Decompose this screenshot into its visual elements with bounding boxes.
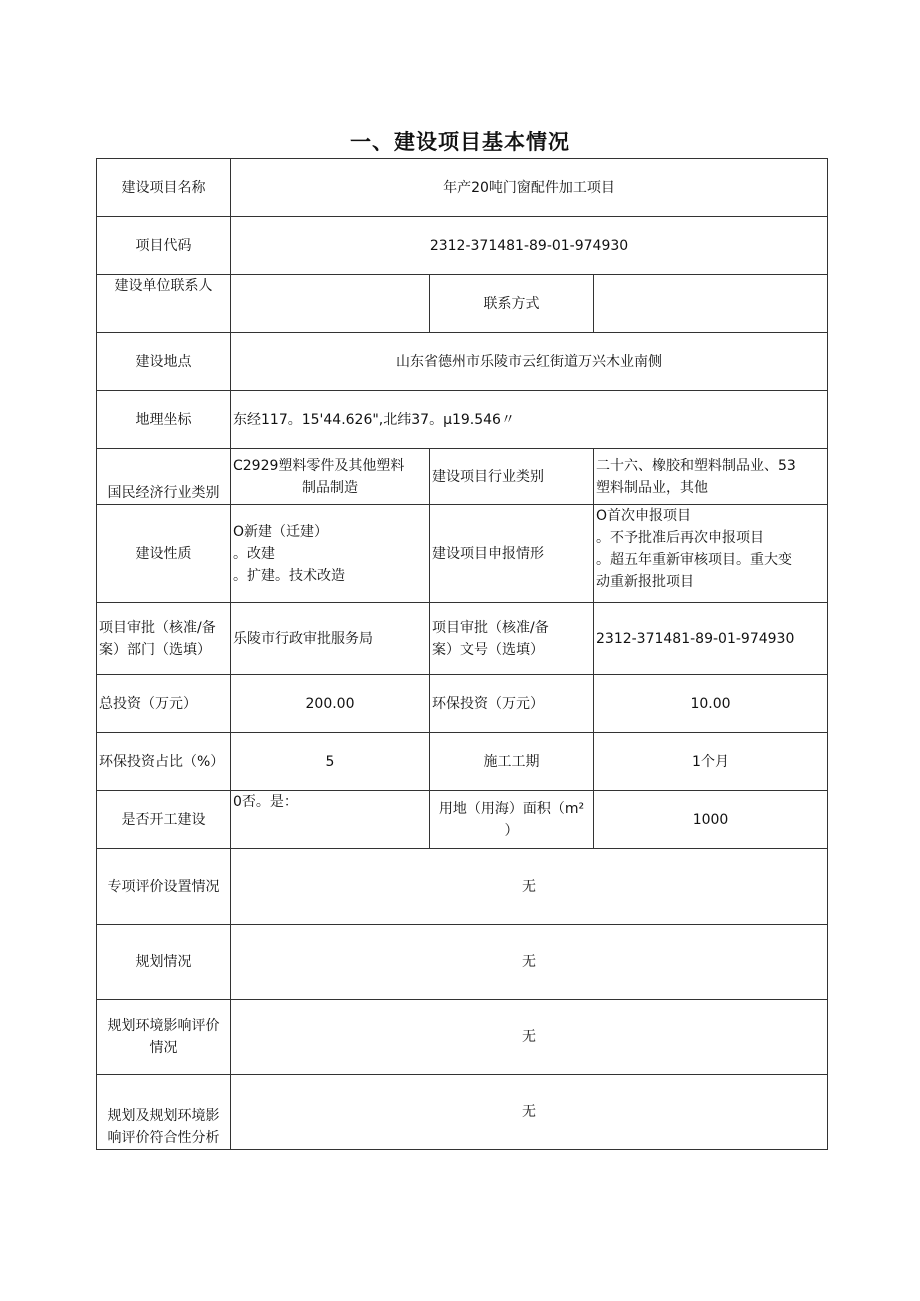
row-special-eval [97,849,828,925]
row-industry [97,449,828,505]
land-area-label-line1: 用地（用海）面积（m² [438,800,585,817]
planning-conformity-label-line2: 响评价符合性分析 [107,1130,220,1146]
planning-env-label-line1: 规划环境影响评价 [107,1018,220,1034]
planning-env-label-line2: 情况 [149,1040,178,1056]
row-investment [97,675,828,733]
env-ratio-label: 环保投资占比（%） [97,733,231,791]
coordinates-label: 地理坐标 [97,391,231,449]
env-ratio-value: 5 [231,733,430,791]
approval-doc-value: 2312-371481-89-01-974930 [594,603,828,675]
nature-label: 建设性质 [97,505,231,603]
project-info-table [96,158,828,1150]
apply-situation-label: 建设项目申报情形 [430,505,594,603]
row-contact [97,275,828,333]
row-approval [97,603,828,675]
planning-label: 规划情况 [97,925,231,1000]
nature-options [231,505,430,603]
apply-option-major-change: 动重新报批项目 [596,574,694,590]
approval-doc-label-line1: 项目审批（核准/备 [432,619,549,636]
planning-conformity-value: 无 [231,1075,828,1150]
special-eval-label: 专项评价设置情况 [97,849,231,925]
industry-label: 国民经济行业类别 [97,449,231,505]
land-area-label-line2: ） [504,822,519,839]
nature-option-rebuild: 。改建 [233,545,275,562]
started-value: 0否。是： [231,791,430,849]
planning-value: 无 [231,925,828,1000]
coordinates-value: 东经117。15'44.626",北纬37。μ19.546〃 [231,391,828,449]
row-planning-env [97,1000,828,1075]
total-investment-label: 总投资（万元） [97,675,231,733]
approval-dept-label [97,603,231,675]
industry-value-line2: 制品制造 [302,479,358,496]
row-started [97,791,828,849]
industry-value-line1: C2929塑料零件及其他塑料 [233,457,405,474]
row-planning [97,925,828,1000]
industry-category-value [594,449,828,505]
project-code-value: 2312-371481-89-01-974930 [231,217,828,275]
project-name-label: 建设项目名称 [97,159,231,217]
industry-category-line1: 二十六、橡胶和塑料制品业、53 [596,457,796,474]
construction-period-label: 施工工期 [430,733,594,791]
row-planning-conformity [97,1075,828,1150]
contact-label: 建设单位联系人 [97,275,231,333]
contact-value [231,275,430,333]
planning-env-value: 无 [231,1000,828,1075]
approval-doc-label [430,603,594,675]
project-name-value: 年产20吨门窗配件加工项目 [231,159,828,217]
industry-category-label: 建设项目行业类别 [430,449,594,505]
total-investment-value: 200.00 [231,675,430,733]
contact-method-value [594,275,828,333]
planning-conformity-label-line1: 规划及规划环境影 [107,1108,220,1124]
special-eval-value: 无 [231,849,828,925]
row-project-name [97,159,828,217]
env-investment-label: 环保投资（万元） [430,675,594,733]
approval-doc-label-line2: 案）文号（选填） [432,641,544,658]
page-title: 一、建设项目基本情况 [350,130,570,154]
project-code-label: 项目代码 [97,217,231,275]
apply-option-first: O首次申报项目 [596,508,692,524]
industry-category-line2: 塑料制品业，其他 [596,479,708,496]
nature-option-new: O新建（迁建） [233,523,329,540]
location-value: 山东省德州市乐陵市云红街道万兴木业南侧 [231,333,828,391]
contact-method-label: 联系方式 [430,275,594,333]
row-nature [97,505,828,603]
nature-option-expand: 。扩建。技术改造 [233,567,345,584]
planning-conformity-label [97,1075,231,1150]
approval-dept-label-line2: 案）部门（选填） [99,641,211,658]
planning-env-label [97,1000,231,1075]
location-label: 建设地点 [97,333,231,391]
approval-dept-value: 乐陵市行政审批服务局 [231,603,430,675]
apply-situation-options [594,505,828,603]
land-area-value: 1000 [594,791,828,849]
started-label: 是否开工建设 [97,791,231,849]
apply-option-reexamine: 。超五年重新审核项目。重大变 [596,552,792,568]
row-project-code [97,217,828,275]
industry-value [231,449,430,505]
land-area-label [430,791,594,849]
row-location [97,333,828,391]
approval-dept-label-line1: 项目审批（核准/备 [99,619,216,636]
apply-option-reapply: 。不予批准后再次申报项目 [596,530,764,546]
construction-period-value: 1个月 [594,733,828,791]
env-investment-value: 10.00 [594,675,828,733]
row-coordinates [97,391,828,449]
row-ratio [97,733,828,791]
